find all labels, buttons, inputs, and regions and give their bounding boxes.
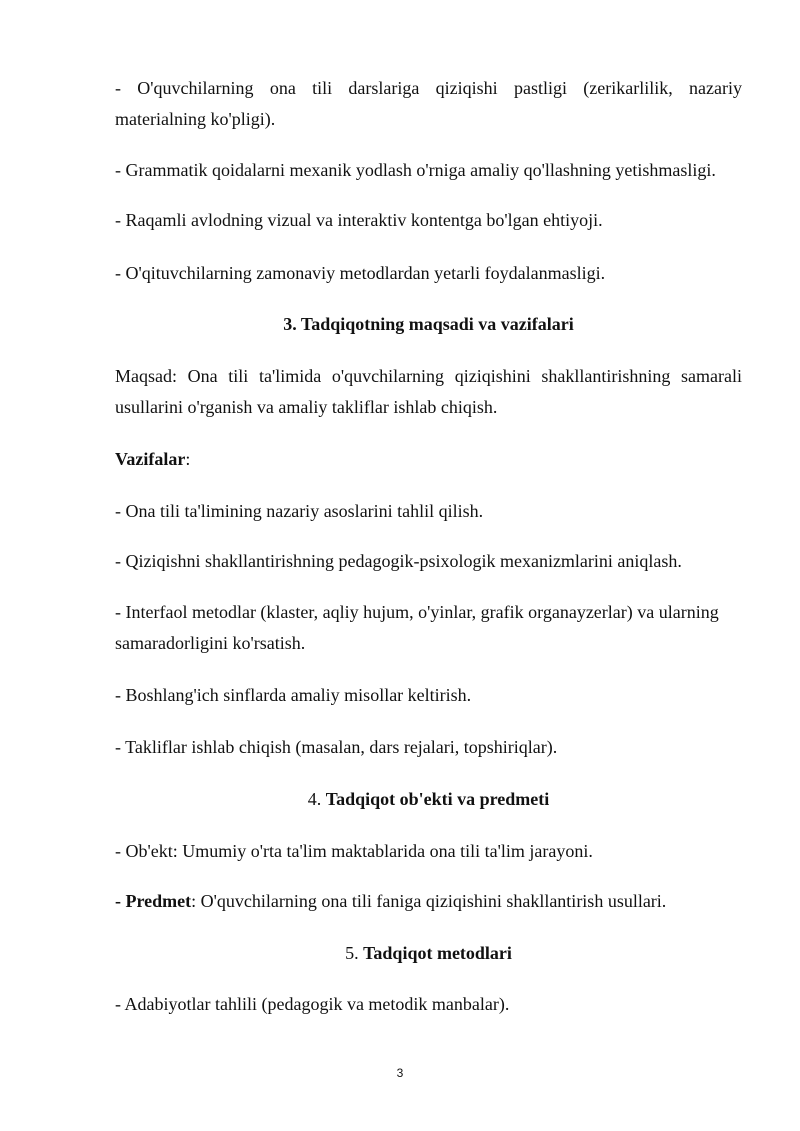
section-heading-5-number: 5. (345, 943, 364, 963)
paragraph-goal: Maqsad: Ona tili ta'limida o'quvchilarning qiziqishini shakllantirishning samarali usullarini o'rganish va amaliy takliflar ishlab chiqish. (115, 366, 742, 417)
section-heading-5 (115, 938, 742, 969)
paragraph-object: - Ob'ekt: Umumiy o'rta ta'lim maktablarida ona tili ta'lim jarayoni. (115, 841, 593, 861)
task-item-2: - Qiziqishni shakllantirishning pedagogik-psixologik mexanizmlarini aniqlash. (115, 551, 682, 571)
section-heading-4-number: 4. (307, 789, 326, 809)
subject-label: - Predmet (115, 891, 192, 911)
section-heading-4 (115, 784, 742, 815)
task-item-3: - Interfaol metodlar (klaster, aqliy hujum, o'yinlar, grafik organayzerlar) va ularning samaradorligini ko'rsatish. (115, 602, 719, 653)
section-heading-4-title: Tadqiqot ob'ekti va predmeti (325, 789, 550, 809)
section-heading-5-title: Tadqiqot metodlari (363, 943, 512, 963)
tasks-label-line (115, 444, 742, 475)
section-heading-3: 3. Tadqiqotning maqsadi va vazifalari (283, 314, 574, 334)
task-item-5: - Takliflar ishlab chiqish (masalan, dars rejalari, topshiriqlar). (115, 737, 558, 757)
task-item-1: - Ona tili ta'limining nazariy asoslarini tahlil qilish. (115, 501, 484, 521)
paragraph-low-interest: - O'quvchilarning ona tili darslariga qiziqishi pastligi (zerikarlilik, nazariy materialning ko'pligi). (115, 78, 742, 129)
page-number: 3 (396, 1066, 404, 1080)
tasks-label: Vazifalar (115, 449, 186, 469)
paragraph-digital-generation: - Raqamli avlodning vizual va interaktiv kontentga bo'lgan ehtiyoji. (115, 210, 603, 230)
task-item-4: - Boshlang'ich sinflarda amaliy misollar keltirish. (115, 685, 472, 705)
paragraph-teachers-methods: - O'qituvchilarning zamonaviy metodlardan yetarli foydalanmasligi. (115, 263, 606, 283)
subject-text: : O'quvchilarning ona tili faniga qiziqishini shakllantirish usullari. (191, 891, 667, 911)
paragraph-grammar-rules: - Grammatik qoidalarni mexanik yodlash o'rniga amaliy qo'llashning yetishmasligi. (115, 160, 716, 180)
paragraph-subject (115, 886, 742, 917)
tasks-label-colon: : (185, 449, 191, 469)
method-item-1: - Adabiyotlar tahlili (pedagogik va metodik manbalar). (115, 994, 510, 1014)
